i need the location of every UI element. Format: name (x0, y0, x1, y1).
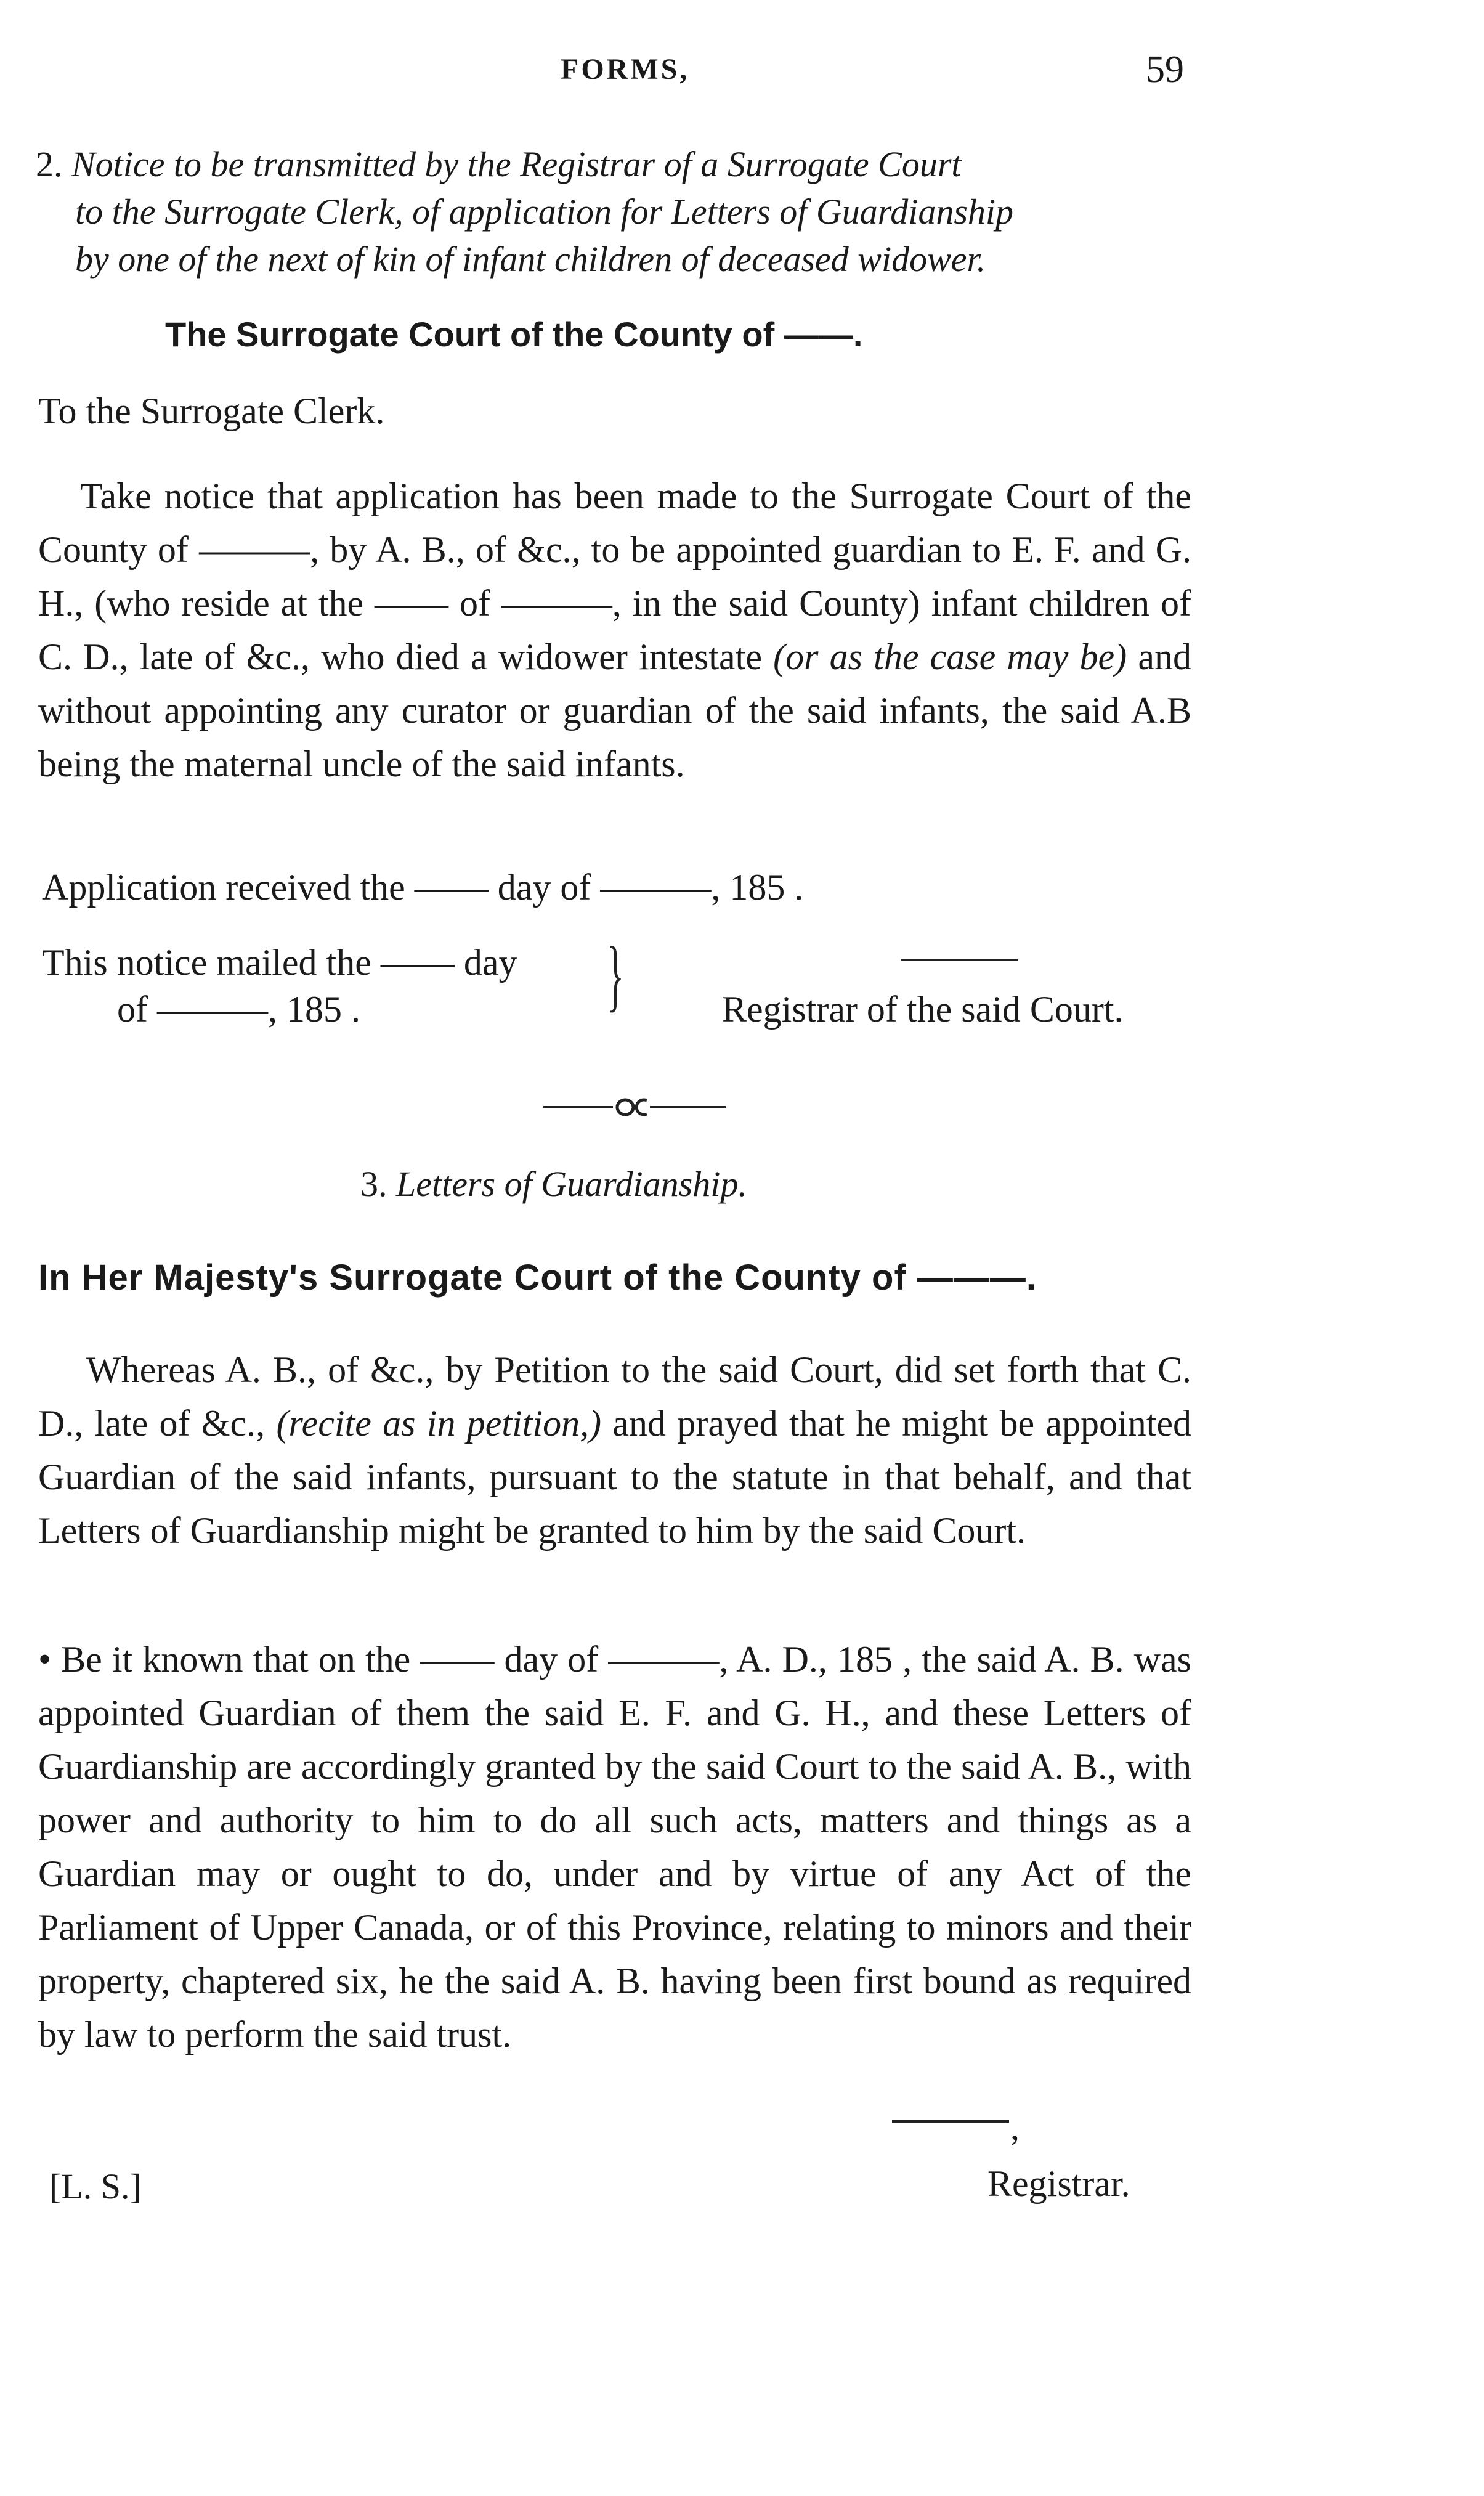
registrar-label: Registrar. (987, 2163, 1130, 2204)
right-brace: } (607, 931, 625, 1020)
seal-marker: [L. S.] (49, 2166, 142, 2206)
notice-mailed-line-1: This notice mailed the —— day (42, 942, 517, 983)
registrar-signature-line (901, 959, 1018, 961)
salutation: To the Surrogate Clerk. (38, 391, 385, 431)
notice-paragraph (38, 470, 1191, 791)
registrar-signature-line-2 (892, 2120, 1009, 2123)
whereas-text-2: and prayed that he might be appointed Guardian of the said infants, pursuant to the statute in that behalf, and that Letters of Guardianship might be granted to him by the said Court. (38, 1403, 1191, 1551)
signature-comma: , (1010, 2107, 1020, 2147)
court-heading: The Surrogate Court of the County of ——. (165, 315, 863, 354)
section-2-title-line-1: Notice to be transmitted by the Registrar of a Surrogate Court (71, 144, 962, 184)
section-2-title-line-2: to the Surrogate Clerk, of application for Letters of Guardianship (75, 192, 1014, 232)
section-3-title-text: Letters of Guardianship. (396, 1164, 747, 1204)
page-number: 59 (1146, 49, 1184, 91)
section-2-title (36, 140, 962, 188)
section-2-title-line-3: by one of the next of kin of infant children of deceased widower. (75, 239, 986, 279)
whereas-text-1: Whereas A. B., of &c., by Petition to the said Court, did set forth that C. D., late of &c., (38, 1349, 1191, 1444)
notice-mailed-line-2: of ———, 185 . (117, 989, 360, 1030)
notice-text-1: Take notice that application has been made to the Surrogate Court of the County of ———, by A. B., of &c., to be appointed guardian to E. F. and G. H., (who reside at the —— of ———, in the said County) infant children of C. D., late of &c., who died a widower intestate (38, 476, 1191, 677)
application-received-line: Application received the —— day of ———, 185 . (42, 867, 804, 908)
whereas-paragraph (38, 1343, 1191, 1558)
running-header: FORMS, (561, 53, 690, 86)
whereas-text-italic: (recite as in petition,) (276, 1403, 602, 1444)
ornamental-separator (542, 1092, 727, 1123)
notice-text-2: and without appointing any curator or guardian of the said infants, the said A.B being the maternal uncle of the said infants. (38, 636, 1191, 784)
be-it-known-paragraph: • Be it known that on the —— day of ———, A. D., 185 , the said A. B. was appointed Guardian of them the said E. F. and G. H., and these Letters of Guardianship are accordingly granted by the said Court to the said A. B., with power and authority to him to do all such acts, matters and things as a Guardian may or ought to do, under and by virtue of any Act of the Parliament of Upper Canada, or of this Province, relating to minors and their property, chaptered six, he the said A. B. having been first bound as required by law to perform the said trust. (38, 1639, 1191, 2055)
registrar-of-court-label: Registrar of the said Court. (722, 989, 1124, 1030)
section-3-title (360, 1163, 747, 1205)
section-3-number: 3. (360, 1164, 387, 1204)
section-2-number: 2. (36, 144, 63, 184)
notice-text-italic: (or as the case may be) (773, 636, 1127, 677)
surrogate-court-heading: In Her Majesty's Surrogate Court of the County of ———. (38, 1258, 1037, 1298)
